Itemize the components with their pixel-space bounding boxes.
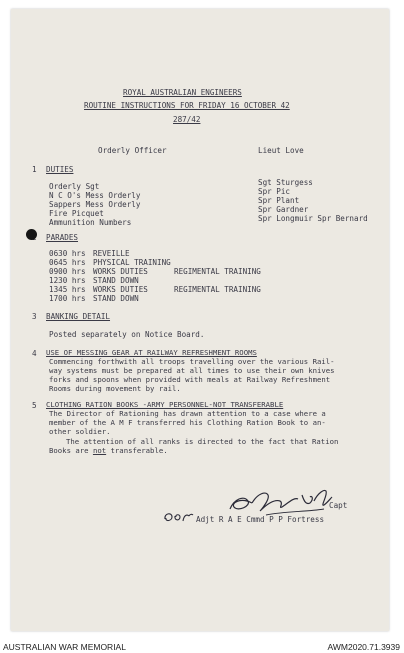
orderly-officer-name: Lieut Love <box>258 146 304 155</box>
banking-heading: BANKING DETAIL <box>46 312 111 321</box>
document-page <box>11 9 389 631</box>
clothing-line: member of the A M F transferred his Clothing Ration Book to an- <box>49 418 326 427</box>
duty-role: Orderly Sgt <box>49 182 100 191</box>
duty-role: Fire Picquet <box>49 209 104 218</box>
parades-heading: PARADES <box>46 233 79 242</box>
clothing-line: other soldier. <box>49 427 111 436</box>
parade-time: 1345 hrs <box>49 285 86 294</box>
parade-time: 0630 hrs <box>49 249 86 258</box>
clothing-para2-not: not <box>92 446 107 455</box>
messing-line: way systems must be prepared at all times to use their own knives <box>49 366 335 375</box>
messing-line: Rooms during movement by rail. <box>49 384 181 393</box>
parade-event: REVEILLE <box>93 249 130 258</box>
parade-event: WORKS DUTIES <box>93 267 148 276</box>
duty-name: Spr Longmuir Spr Bernard <box>258 214 368 223</box>
header-title: ROUTINE INSTRUCTIONS FOR FRIDAY 16 OCTOBER 42 <box>84 101 290 110</box>
parade-event: PHYSICAL TRAINING <box>93 258 171 267</box>
clothing-heading: CLOTHING RATION BOOKS -ARMY PERSONNEL-NOT TRANSFERABLE <box>46 400 284 409</box>
punch-hole <box>26 229 37 240</box>
clothing-para2-pre: Books are <box>49 446 93 455</box>
parade-event: STAND DOWN <box>93 276 139 285</box>
duty-name: Spr Plant <box>258 196 300 205</box>
messing-line: forks and spoons when provided with meals at Railway Refreshment <box>49 375 331 384</box>
clothing-line: The Director of Rationing has drawn attention to a case where a <box>49 409 326 418</box>
parade-event: STAND DOWN <box>93 294 139 303</box>
footer-institution: AUSTRALIAN WAR MEMORIAL <box>3 642 126 652</box>
clothing-para2-post: transferable. <box>106 446 168 455</box>
messing-line: Commencing forthwith all troops travelling over the various Rail- <box>49 357 335 366</box>
duty-name: Spr Pic <box>258 187 291 196</box>
parade-time: 1230 hrs <box>49 276 86 285</box>
duty-role: Sappers Mess Orderly <box>49 200 141 209</box>
header-number: 287/42 <box>173 115 201 124</box>
archive-footer <box>0 639 404 653</box>
parade-extra: REGIMENTAL TRAINING <box>174 285 261 294</box>
parade-extra: REGIMENTAL TRAINING <box>174 267 261 276</box>
parade-time: 1700 hrs <box>49 294 86 303</box>
clothing-para2-line2 <box>49 447 168 455</box>
duty-name: Spr Gardner <box>258 205 309 214</box>
handwritten-for-mark <box>162 509 196 525</box>
duties-number: 1 <box>32 165 37 174</box>
banking-number: 3 <box>32 312 37 321</box>
messing-heading: USE OF MESSING GEAR AT RAILWAY REFRESHMENT ROOMS <box>46 348 257 357</box>
orderly-officer-label: Orderly Officer <box>98 146 167 155</box>
parade-time: 0645 hrs <box>49 258 86 267</box>
duties-heading: DUTIES <box>46 165 74 174</box>
messing-number: 4 <box>32 349 37 358</box>
clothing-para2-line1: The attention of all ranks is directed to the fact that Ration <box>66 437 339 446</box>
handwritten-signature <box>226 485 336 519</box>
banking-text: Posted separately on Notice Board. <box>49 330 205 339</box>
parade-event: WORKS DUTIES <box>93 285 148 294</box>
header-unit: ROYAL AUSTRALIAN ENGINEERS <box>123 88 242 97</box>
footer-accession-number: AWM2020.71.3939 <box>327 642 400 652</box>
parade-time: 0900 hrs <box>49 267 86 276</box>
signature-block: Adjt R A E Cmmd P P Fortress <box>196 515 325 524</box>
routine-instructions <box>11 9 389 631</box>
signature-rank: Capt <box>329 501 348 510</box>
clothing-number: 5 <box>32 401 37 410</box>
duty-name: Sgt Sturgess <box>258 178 313 187</box>
duty-role: Ammunition Numbers <box>49 218 132 227</box>
duty-role: N C O's Mess Orderly <box>49 191 141 200</box>
